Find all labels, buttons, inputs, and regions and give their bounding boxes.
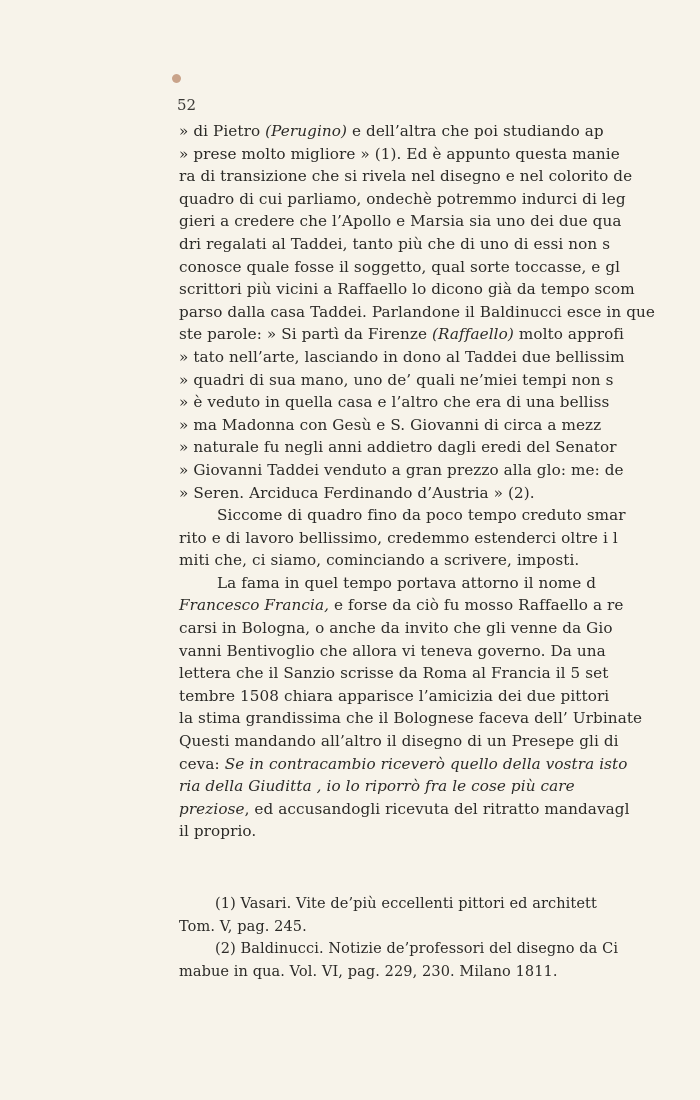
footnote-line: mabue in qua. Vol. VI, pag. 229, 230. Milano 1811. (179, 963, 558, 980)
text-line (179, 256, 700, 279)
text-segment: » Giovanni Taddei venduto a gran prezzo alla glo: me: de (179, 460, 624, 479)
text-line (179, 210, 700, 233)
text-line (179, 188, 700, 211)
text-segment: » prese molto migliore » (1). Ed è appunto questa manie (179, 144, 620, 163)
text-line (179, 753, 700, 776)
text-segment: ste parole: » Si partì da Firenze (179, 325, 432, 344)
text-segment: » naturale fu negli anni addietro dagli eredi del Senator (179, 438, 617, 457)
text-line (179, 143, 700, 166)
ink-dot (172, 74, 181, 83)
text-line (179, 459, 700, 482)
text-line (179, 572, 700, 595)
text-segment: » è veduto in quella casa e l’altro che era di una belliss (179, 393, 610, 412)
text-line (179, 165, 700, 188)
text-line (179, 549, 700, 572)
text-segment: Siccome di quadro fino da poco tempo creduto smar (217, 506, 626, 525)
text-segment: scrittori più vicini a Raffaello lo dicono già da tempo scom (179, 280, 635, 299)
text-line (179, 278, 700, 301)
text-segment: gieri a credere che l’Apollo e Marsia sia uno dei due qua (179, 212, 622, 231)
text-line (179, 617, 700, 640)
text-segment: » di Pietro (179, 122, 266, 140)
text-line (179, 820, 700, 843)
footnote-spacer (179, 843, 700, 893)
footnote-line: (1) Vasari. Vite de’più eccellenti pittori ed architett (215, 896, 597, 912)
text-segment: dri regalati al Taddei, tanto più che di uno di essi non s (179, 234, 611, 253)
text-segment: » tato nell’arte, lasciando in dono al Taddei due bellissim (179, 347, 625, 366)
footnotes (179, 893, 700, 983)
text-segment: , ed accusandogli ricevuta del ritratto mandavagl (244, 799, 630, 818)
body-text (179, 120, 700, 983)
text-line (179, 730, 700, 753)
text-segment: e dell’altra che poi studiando ap (347, 122, 604, 140)
text-segment: conosce quale fosse il soggetto, qual sorte toccasse, e gl (179, 257, 621, 276)
text-segment: La fama in quel tempo portava attorno il nome d (217, 573, 597, 592)
italic-text: (Raffaello) (431, 325, 514, 344)
text-line (179, 707, 700, 730)
text-segment: Questi mandando all’altro il disegno di un Presepe gli di (179, 732, 619, 751)
text-segment: lettera che il Sanzio scrisse da Roma al Francia il 5 set (179, 664, 609, 683)
text-line (179, 301, 700, 324)
text-segment: » ma Madonna con Gesù e S. Giovanni di circa a mezz (179, 415, 602, 434)
main-text (179, 120, 700, 843)
text-line (179, 391, 700, 414)
footnote-line: (2) Baldinucci. Notizie de’professori del disegno da Ci (215, 941, 619, 958)
italic-text: ria della Giuditta , io lo riporrò fra le cose più care (179, 777, 575, 796)
text-segment: il proprio. (179, 822, 257, 841)
text-segment: » quadri di sua mano, uno de’ quali ne’miei tempi non s (179, 370, 614, 389)
text-line (179, 369, 700, 392)
italic-text: (Perugino) (265, 122, 348, 140)
italic-text: Se in contracambio riceverò quello della vostra isto (224, 754, 628, 773)
text-line (179, 436, 700, 459)
text-line (179, 527, 700, 550)
text-line (179, 594, 700, 617)
text-line (179, 640, 700, 663)
italic-text: preziose (179, 799, 245, 818)
page-number: 52 (177, 96, 197, 114)
text-line (179, 798, 700, 821)
text-line (179, 414, 700, 437)
text-segment: carsi in Bologna, o anche da invito che gli venne da Gio (179, 619, 613, 638)
text-segment: vanni Bentivoglio che allora vi teneva governo. Da una (179, 641, 606, 660)
text-segment: » Seren. Arciduca Ferdinando d’Austria » (2). (179, 483, 535, 502)
text-line (179, 662, 700, 685)
text-line (179, 775, 700, 798)
text-line (179, 504, 700, 527)
italic-text: Francesco Francia, (179, 596, 330, 615)
text-line (179, 482, 700, 505)
text-line (179, 233, 700, 256)
text-segment: tembre 1508 chiara apparisce l’amicizia dei due pittori (179, 686, 610, 705)
text-segment: molto approfi (513, 325, 624, 344)
text-line (179, 685, 700, 708)
text-segment: parso dalla casa Taddei. Parlandone il Baldinucci esce in que (179, 302, 655, 321)
text-segment: quadro di cui parliamo, ondechè potremmo indurci di leg (179, 189, 626, 208)
text-segment: ceva: (179, 754, 225, 773)
text-segment: e forse da ciò fu mosso Raffaello a re (329, 596, 624, 615)
text-line (179, 323, 700, 346)
text-segment: miti che, ci siamo, cominciando a scrivere, imposti. (179, 551, 580, 570)
text-line (179, 120, 700, 143)
text-segment: ra di transizione che si rivela nel disegno e nel colorito de (179, 167, 633, 186)
text-segment: la stima grandissima che il Bolognese faceva dell’ Urbinate (179, 709, 643, 728)
text-line (179, 346, 700, 369)
footnote-line: Tom. V, pag. 245. (179, 918, 307, 935)
text-segment: rito e di lavoro bellissimo, credemmo estenderci oltre i l (179, 528, 618, 547)
